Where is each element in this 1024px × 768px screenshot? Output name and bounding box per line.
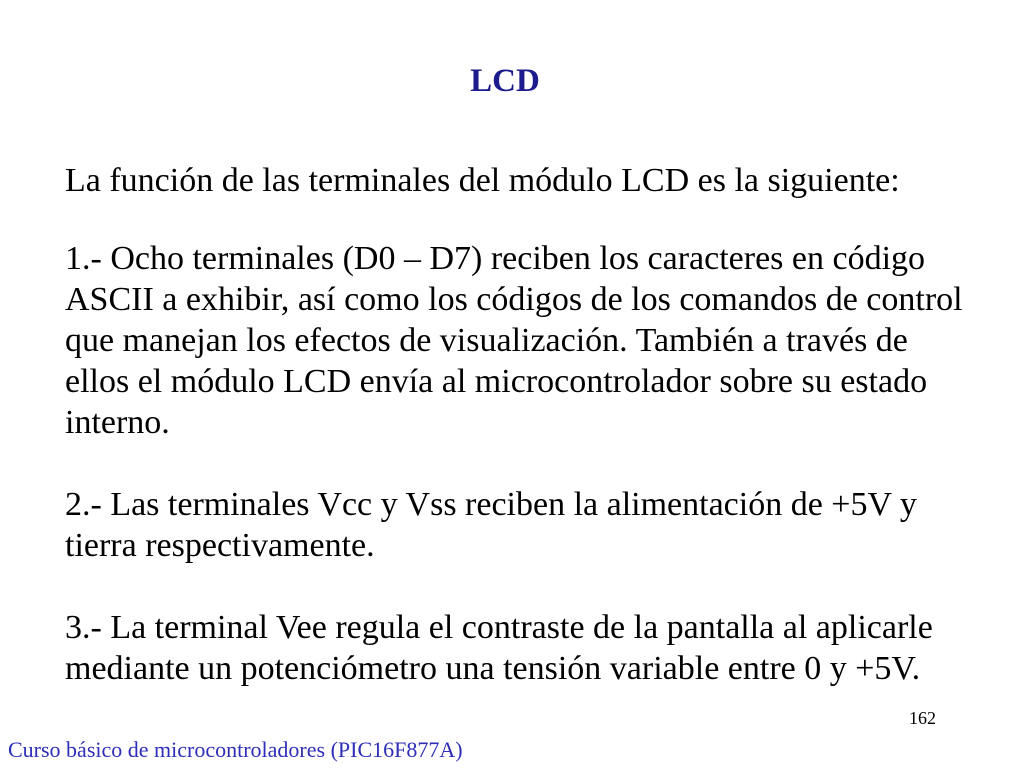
item-1-line-5: interno. xyxy=(65,404,170,441)
intro-paragraph: La función de las terminales del módulo LCD es la siguiente: xyxy=(65,162,900,199)
page-number: 162 xyxy=(909,708,936,728)
item-1-line-2: ASCII a exhibir, así como los códigos de los comandos de control xyxy=(65,281,963,318)
item-2-line-1: 2.- Las terminales Vcc y Vss reciben la alimentación de +5V y xyxy=(65,486,917,523)
footer-course-title: Curso básico de microcontroladores (PIC16F877A) xyxy=(8,737,463,762)
item-3-line-2: mediante un potenciómetro una tensión variable entre 0 y +5V. xyxy=(65,650,921,687)
item-1-line-1: 1.- Ocho terminales (D0 – D7) reciben los caracteres en código xyxy=(65,240,926,277)
list-item-1 xyxy=(65,238,1005,443)
item-3-line-1: 3.- La terminal Vee regula el contraste de la pantalla al aplicarle xyxy=(65,609,933,646)
list-item-2 xyxy=(65,484,1005,566)
item-1-line-3: que manejan los efectos de visualización. También a través de xyxy=(65,322,908,359)
item-2-line-2: tierra respectivamente. xyxy=(65,527,375,564)
slide-body xyxy=(65,160,1005,689)
item-1-line-4: ellos el módulo LCD envía al microcontrolador sobre su estado xyxy=(65,363,928,400)
slide-title: LCD xyxy=(470,63,540,99)
list-item-3 xyxy=(65,607,1005,689)
